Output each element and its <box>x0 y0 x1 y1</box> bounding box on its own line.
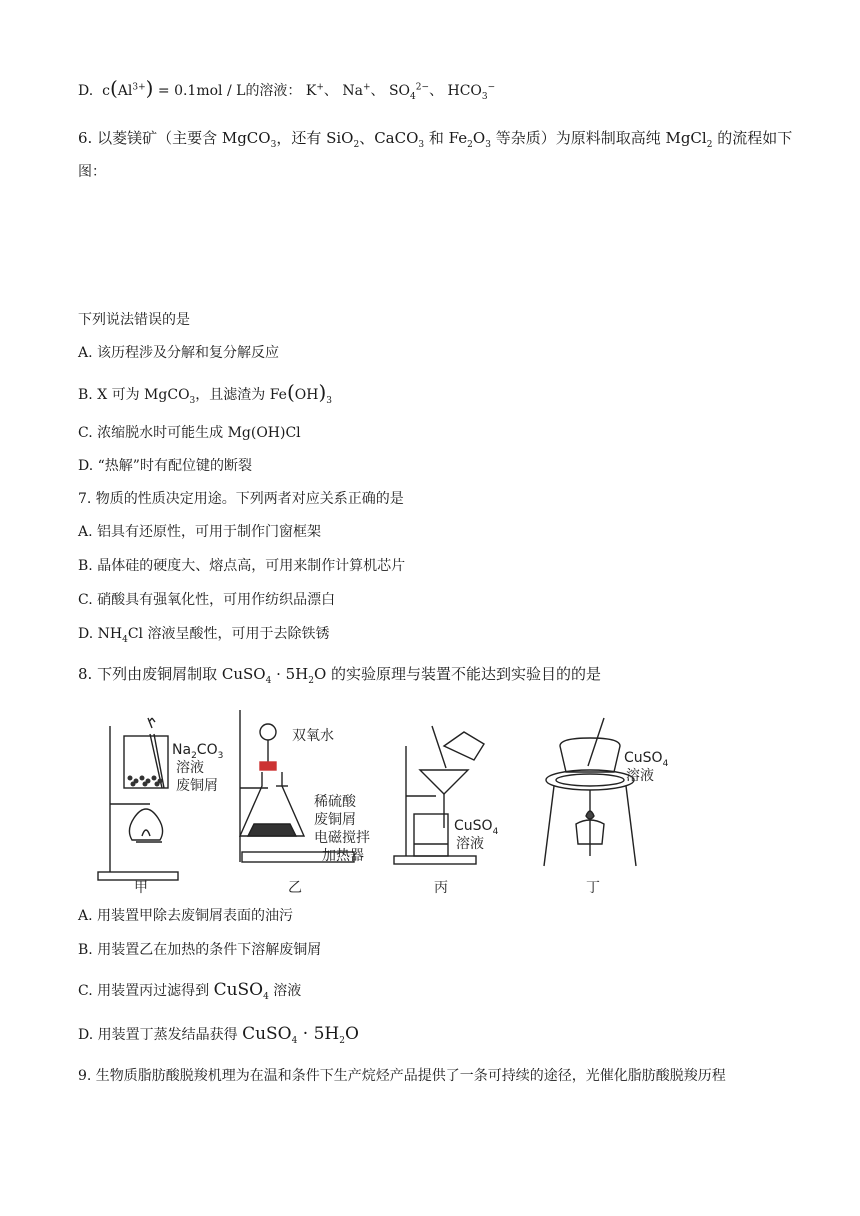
caption-ding: 丁 <box>586 880 600 896</box>
q6-option-a: A. 该历程涉及分解和复分解反应 <box>78 345 280 361</box>
q7-option-a: A. 铝具有还原性，可用于制作门窗框架 <box>78 524 322 540</box>
q6-stem-line2: 图： <box>78 164 106 180</box>
q7-option-c: C. 硝酸具有强氧化性，可用作纺织品漂白 <box>78 592 336 608</box>
bing-label-cuso4: CuSO$_4$ <box>454 818 499 837</box>
jia-label-solution: 溶液 <box>176 760 204 776</box>
q6-option-c: C. 浓缩脱水时可能生成 Mg(OH)Cl <box>78 425 301 441</box>
caption-yi: 乙 <box>288 880 302 896</box>
q8-option-b: B. 用装置乙在加热的条件下溶解废铜屑 <box>78 942 322 958</box>
caption-bing: 丙 <box>434 880 448 896</box>
q5-option-d: D. $c(Al^{3+}) = 0.1mol / L$的溶液： K+、 Na+、 $SO_4^{2-}$、 $HCO_3^-$ <box>78 76 496 102</box>
q7-option-d: D. $NH_4Cl$ 溶液呈酸性，可用于去除铁锈 <box>78 626 330 645</box>
q8-option-d: D. 用装置丁蒸发结晶获得 CuSO$_4$ · $5H_2O$ <box>78 1024 359 1046</box>
q6-option-d: D. “热解”时有配位键的断裂 <box>78 458 252 474</box>
yi-label-heater: 加热器 <box>322 848 364 864</box>
yi-label-h2o2: 双氧水 <box>292 728 334 744</box>
q8-stem: 8. 下列由废铜屑制取 CuSO$_4$ · $5H_2O$ 的实验原理与装置不能达到实验目的的是 <box>78 665 602 686</box>
bing-label-solution: 溶液 <box>456 836 484 852</box>
yi-label-acid: 稀硫酸 <box>314 794 356 810</box>
jia-label-na2co3: $Na_2CO_3$ <box>172 742 224 761</box>
ding-label-solution: 溶液 <box>626 768 654 784</box>
apparatus-figure <box>92 706 672 900</box>
yi-label-copper: 废铜屑 <box>314 812 356 828</box>
q7-stem: 7. 物质的性质决定用途。下列两者对应关系正确的是 <box>78 491 404 507</box>
caption-jia: 甲 <box>134 880 148 896</box>
q6-option-b: B. X 可为 MgCO$_3$，且滤渣为 $Fe(OH)_3$ <box>78 380 333 406</box>
q8-option-a: A. 用装置甲除去废铜屑表面的油污 <box>78 908 294 924</box>
apparatus-jia <box>98 718 178 880</box>
apparatus-ding <box>544 718 636 866</box>
jia-label-copper: 废铜屑 <box>176 778 218 794</box>
yi-label-stirrer: 电磁搅拌 <box>314 830 370 846</box>
q6-stem: 6. 以菱镁矿（主要含 MgCO$_3$，还有 SiO$_2$、CaCO$_3$ 和 $Fe_2O_3$ 等杂质）为原料制取高纯 MgCl$_2$ 的流程如下 <box>78 129 793 150</box>
q9-stem: 9. 生物质脂肪酸脱羧机理为在温和条件下生产烷烃产品提供了一条可持续的途径，光催化脂肪酸脱羧历程 <box>78 1068 726 1084</box>
q8-option-c: C. 用装置丙过滤得到 CuSO$_4$ 溶液 <box>78 980 302 1002</box>
q7-option-b: B. 晶体硅的硬度大、熔点高，可用来制作计算机芯片 <box>78 558 406 574</box>
q6-question: 下列说法错误的是 <box>78 312 190 328</box>
ding-label-cuso4: CuSO$_4$ <box>624 750 669 769</box>
